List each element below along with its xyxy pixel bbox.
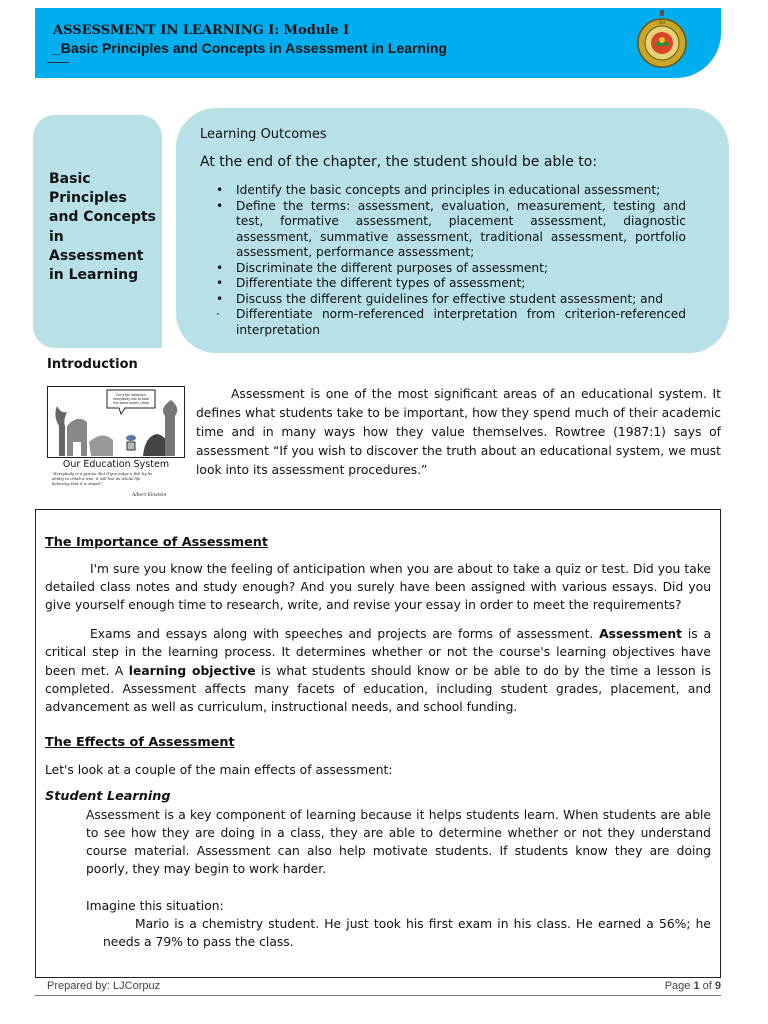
module-header [35,8,721,78]
introduction-paragraph: Assessment is one of the most significant areas of an educational system. It defines what students take to be important, how they spend much of their academic time and in many ways how they value themselves. Rowtree (1987:1) says of assessment “If you wish to discover the truth about an educational system, we must look into its assessment procedures.” [196,387,721,477]
chapter-title-panel [33,115,162,348]
cartoon-author: - Albert Einstein [129,493,167,498]
importance-paragraph-2: Exams and essays along with speeches and projects are forms of assessment. Assessment is a critical step in the learning process. It determines whether or not the course's learning objectives have been met. A learning objective is what students should know or be able to do by the time a lesson is completed. Assessment affects many facets of education, including student grades, placement, and advancement as well as curriculum, instructional needs, and school funding. [45,627,711,714]
list-item: • Discriminate the different purposes of assessment; [216,260,549,275]
list-item: • Identify the basic concepts and principles in educational assessment; [216,183,661,197]
outcomes-list [216,183,686,338]
student-learning-heading: Student Learning [45,789,171,805]
svg-text:"Everybody is a genius. But if: "Everybody is a genius. But if you judge a fish by its [52,471,153,476]
svg-text:ability to climb a tree, it wi: ability to climb a tree, it will live its whole life [52,476,141,481]
list-item: • Differentiate the different types of assessment; [216,276,526,290]
university-seal-logo [636,10,688,68]
page-number: Page 1 of 9 [664,980,721,992]
svg-text:everybody has to take: everybody has to take [113,397,149,401]
education-system-cartoon [47,386,185,499]
introduction-heading: Introduction [47,357,138,372]
situation-paragraph: Mario is a chemistry student. He just took his first exam in his class. He earned a 56%; he needs a 79% to pass the class. [103,916,711,949]
importance-paragraph-1: I'm sure you know the feeling of anticipation when you are about to take a quiz or test. Did you take detailed class notes and study enough? And you surely have been assigned with various essays. Did you give yourself enough time to research, write, and revise your essay in order to meet the requirements? [45,562,711,613]
learning-outcomes-panel [176,108,729,353]
list-item: • Discuss the different guidelines for effective student assessment; and [216,291,664,306]
header-divider [47,62,69,63]
cartoon-caption: Our Education System [62,459,170,470]
list-item: · Differentiate norm-referenced interpretation from criterion-referenced interpretation [216,307,686,337]
learning-outcomes-heading: Learning Outcomes [200,127,327,142]
chapter-title: Basic Principles and Concepts in Assessment in Learning [49,171,157,284]
content-box [35,509,721,978]
module-title: _Basic Principles and Concepts in Assessment in Learning [53,40,447,56]
list-item: • Define the terms: assessment, evaluation, measurement, testing and test, formative assessment, placement assessment, diagnostic assessment, summative assessment, traditional assessment, portfolio assessment, performance assessment; [216,198,686,259]
learning-outcomes-lead: At the end of the chapter, the student should be able to: [200,154,598,170]
situation-lead: Imagine this situation: [86,898,224,913]
effects-lead: Let's look at a couple of the main effects of assessment: [45,762,393,777]
student-learning-paragraph: Assessment is a key component of learning because it helps students learn. When students are able to see how they are doing in a class, they are able to determine whether or not they understand course material. Assessment can also help motivate students. If students know they are doing poorly, they may begin to work harder. [86,808,711,877]
svg-text:believing that it is stupid.": believing that it is stupid." [52,481,104,486]
course-title: ASSESSMENT IN LEARNING I: Module I [53,23,350,38]
footer-divider [35,995,721,996]
effects-heading: The Effects of Assessment [45,734,235,750]
prepared-by: Prepared by: LJCorpuz [47,980,161,992]
importance-heading: The Importance of Assessment [45,535,269,550]
svg-text:the same exam: climb: the same exam: climb [113,401,149,405]
content-body [45,534,711,951]
svg-text:For a fair selection: For a fair selection [116,393,146,397]
svg-text:ISU: ISU [658,20,666,25]
